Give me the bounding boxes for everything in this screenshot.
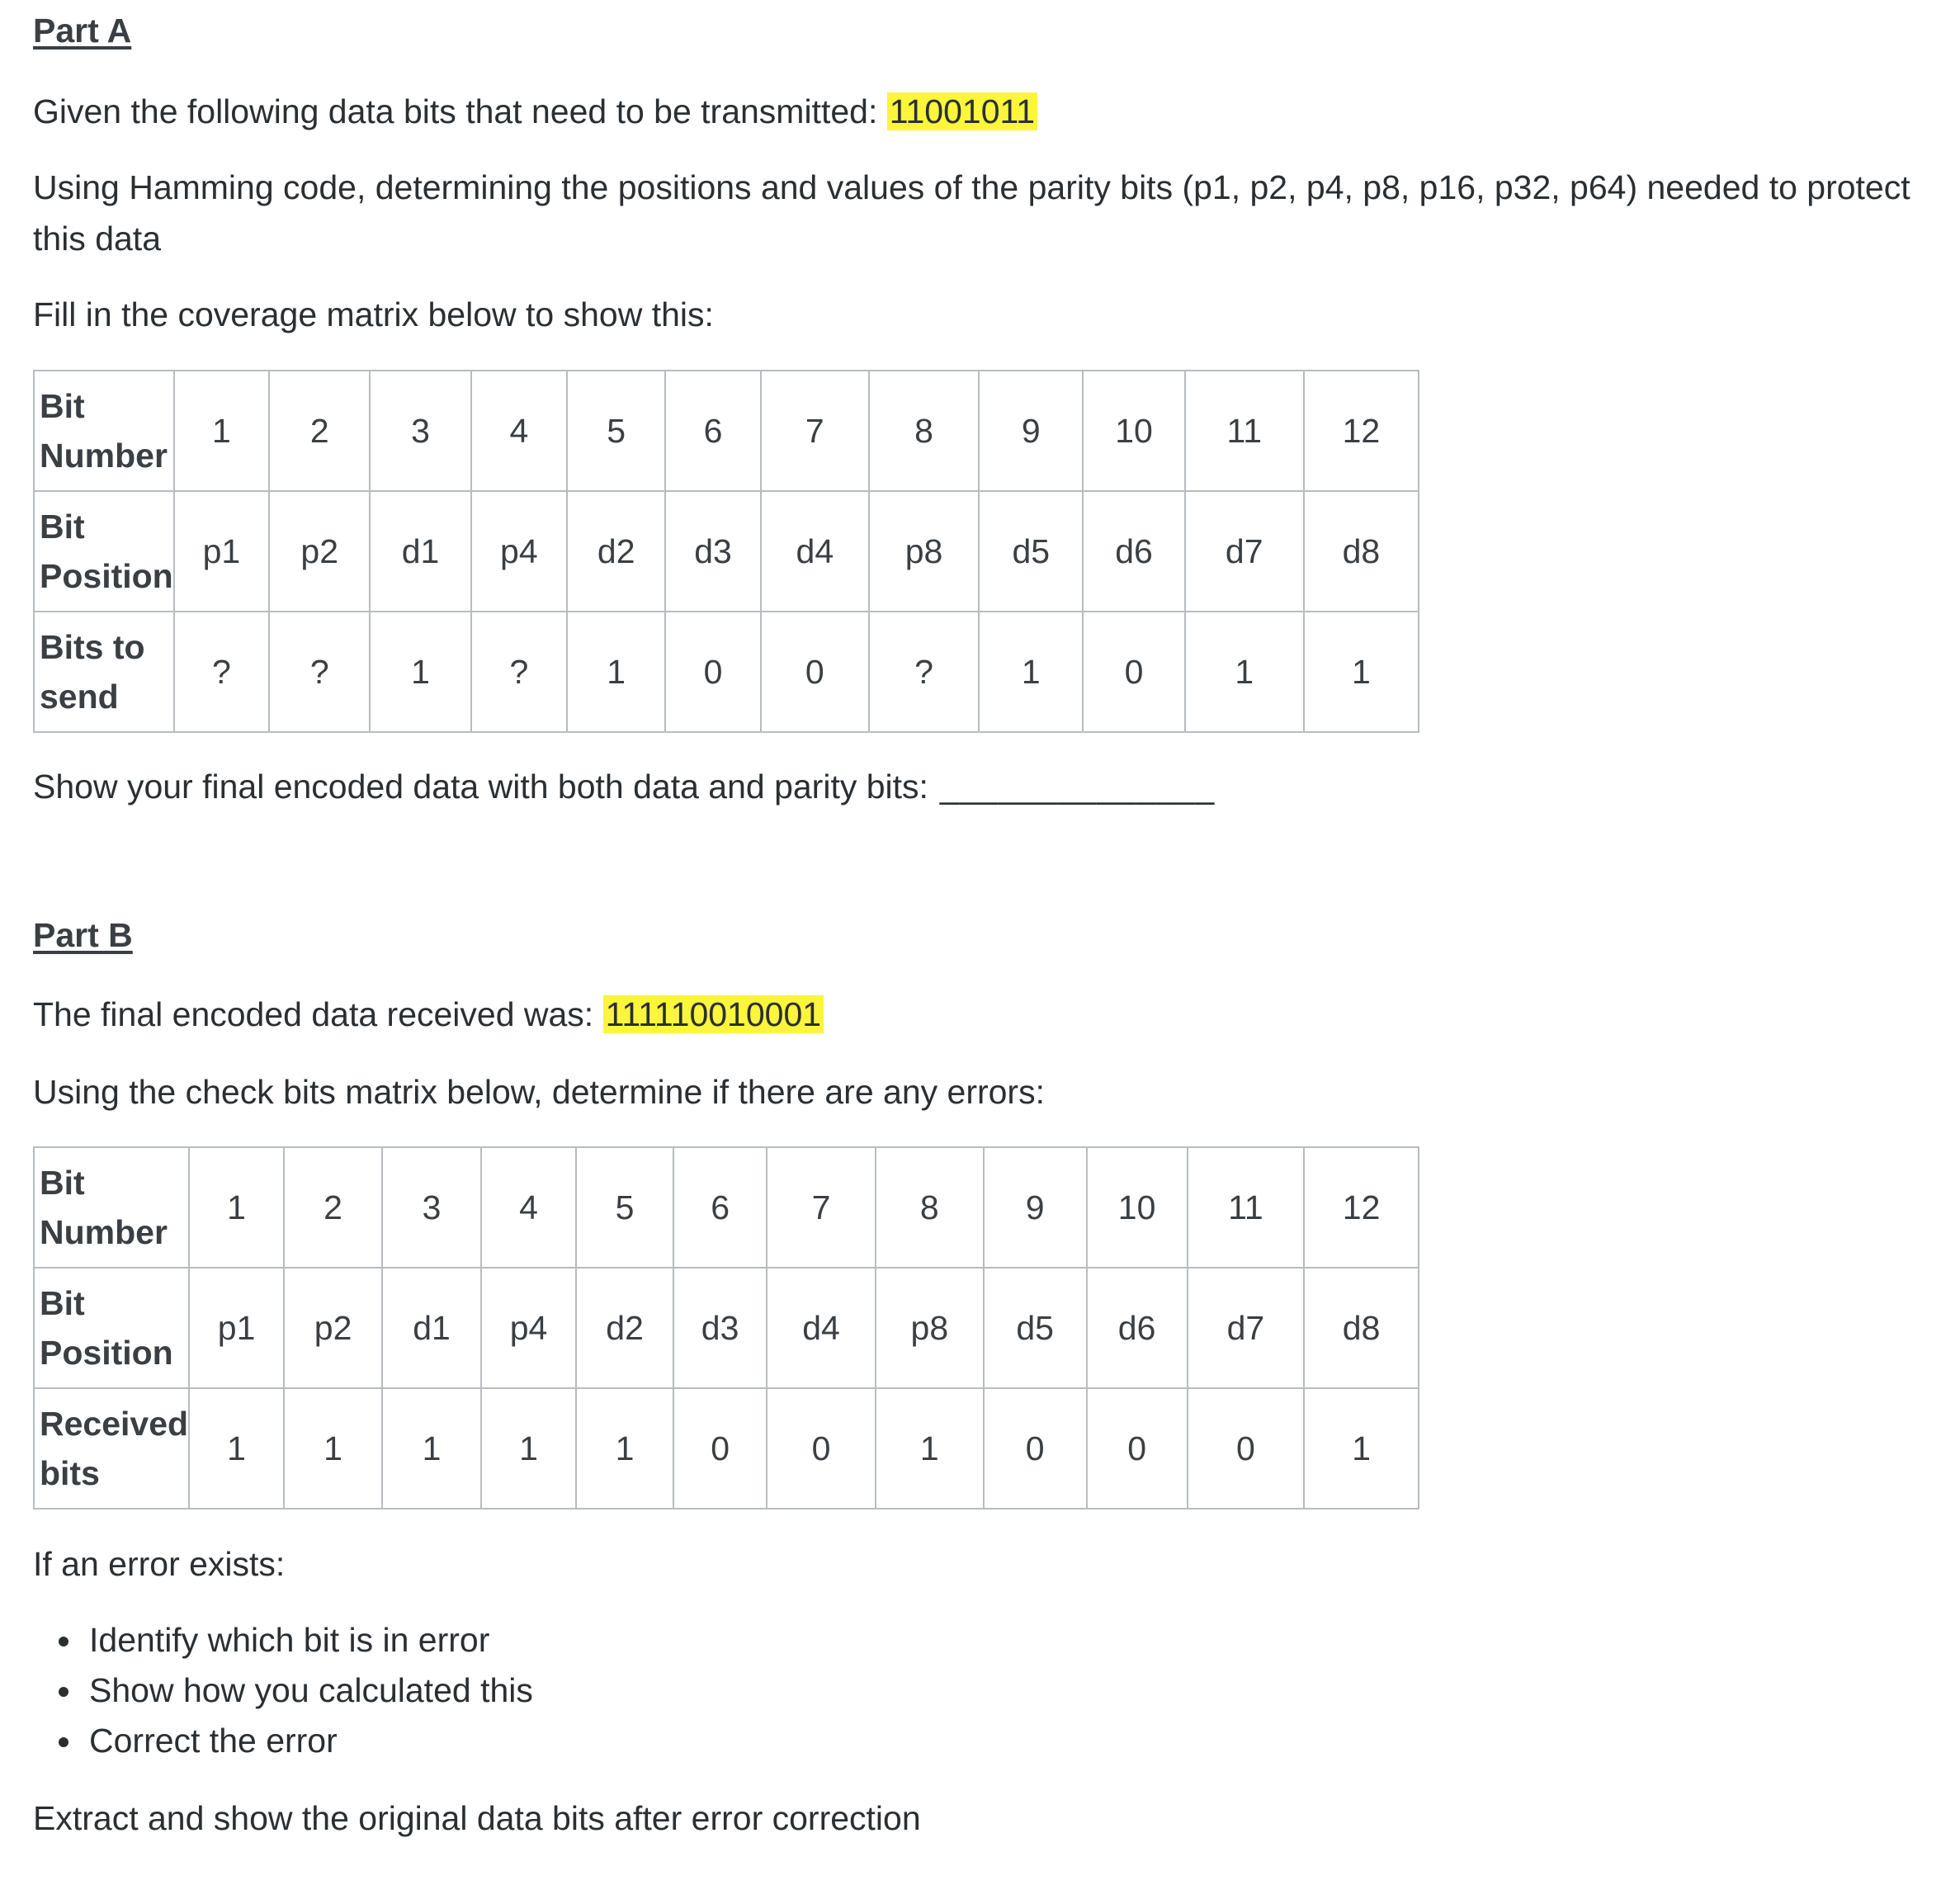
error-step-item: • Correct the error [84,1716,533,1766]
bit-position-cell: d1 [370,491,470,612]
answer-blank: ______________ [939,768,1216,806]
bit-to-send-cell: 0 [761,612,869,732]
bit-to-send-cell: ? [174,612,269,732]
part-b-received [33,989,824,1040]
bit-position-cell: d4 [767,1268,876,1388]
row-label-bit-position: Bit Position [34,491,174,612]
part-a-intro [33,86,1037,137]
row-label-bit-number: Bit Number [34,1147,189,1268]
bit-number-cell: 1 [174,371,269,491]
bit-position-cell: d3 [673,1268,767,1388]
row-label-bits-to-send: Bits to send [34,612,174,732]
received-bit-cell: 0 [673,1388,767,1509]
bit-position-cell: p1 [189,1268,284,1388]
bit-position-cell: d6 [1083,491,1184,612]
bit-number-cell: 6 [673,1147,767,1268]
bit-number-cell: 1 [189,1147,284,1268]
extract-prompt: Extract and show the original data bits after error correction [33,1799,921,1837]
bit-to-send-cell: 1 [370,612,470,732]
bit-number-cell: 3 [382,1147,481,1268]
bit-number-row [34,1147,1419,1268]
bit-number-cell: 2 [269,371,370,491]
error-intro: If an error exists: [33,1545,286,1583]
received-bits-row [34,1388,1419,1509]
received-bits-highlight: 111110010001 [603,995,824,1033]
bit-to-send-cell: 1 [979,612,1083,732]
bit-position-cell: p8 [876,1268,984,1388]
bit-number-cell: 11 [1185,371,1304,491]
bit-position-cell: d2 [567,491,665,612]
bit-position-row [34,491,1419,612]
bit-position-cell: p1 [174,491,269,612]
bit-position-cell: d2 [576,1268,673,1388]
bit-number-cell: 8 [869,371,979,491]
bit-position-cell: d8 [1304,491,1419,612]
final-encoded-prompt [33,761,1215,812]
bit-number-cell: 8 [876,1147,984,1268]
bit-position-cell: d5 [984,1268,1087,1388]
part-a-heading: Part A [33,12,132,50]
part-a-fill-prompt: Fill in the coverage matrix below to show this: [33,295,714,333]
received-bit-cell: 0 [767,1388,876,1509]
bit-position-cell: p4 [481,1268,576,1388]
bit-position-cell: d3 [665,491,760,612]
bit-to-send-cell: ? [269,612,370,732]
received-bit-cell: 1 [284,1388,382,1509]
bit-to-send-cell: ? [471,612,567,732]
bit-number-cell: 9 [984,1147,1087,1268]
bit-number-cell: 7 [767,1147,876,1268]
bit-number-cell: 5 [567,371,665,491]
part-a-instruction: Using Hamming code, determining the positions and values of the parity bits (p1, p2, p4, p8, p16, p32, p64) needed to protect this data [33,168,1910,257]
row-label-bit-number: Bit Number [34,371,174,491]
bit-to-send-cell: 1 [1185,612,1304,732]
bit-position-cell: d7 [1185,491,1304,612]
bit-to-send-cell: 1 [1304,612,1419,732]
error-step-item: • Show how you calculated this [84,1665,533,1716]
bit-number-cell: 4 [471,371,567,491]
row-label-bit-position: Bit Position [34,1268,189,1388]
bit-position-cell: p8 [869,491,979,612]
bit-position-cell: d6 [1087,1268,1188,1388]
bit-number-row [34,371,1419,491]
received-bit-cell: 1 [481,1388,576,1509]
received-bit-cell: 1 [876,1388,984,1509]
received-bit-cell: 1 [189,1388,284,1509]
received-bit-cell: 1 [576,1388,673,1509]
part-b-received-text: The final encoded data received was: [33,995,594,1033]
check-bits-matrix [33,1146,1419,1509]
bit-to-send-cell: ? [869,612,979,732]
error-step-item: • Identify which bit is in error [84,1615,533,1665]
coverage-matrix [33,370,1419,733]
bit-position-cell: p2 [269,491,370,612]
row-label-received-bits: Received bits [34,1388,189,1509]
bit-position-cell: d8 [1304,1268,1419,1388]
bit-position-cell: p4 [471,491,567,612]
received-bit-cell: 0 [1087,1388,1188,1509]
bit-number-cell: 5 [576,1147,673,1268]
part-b-heading: Part B [33,916,133,954]
received-bit-cell: 1 [1304,1388,1419,1509]
bit-number-cell: 12 [1304,1147,1419,1268]
final-encoded-prompt-text: Show your final encoded data with both data and parity bits: [33,768,928,806]
bit-position-cell: p2 [284,1268,382,1388]
bit-to-send-cell: 0 [665,612,760,732]
bit-to-send-cell: 0 [1083,612,1184,732]
part-a-intro-text: Given the following data bits that need to be transmitted: [33,92,878,130]
bits-to-send-row [34,612,1419,732]
bit-position-row [34,1268,1419,1388]
bit-number-cell: 6 [665,371,760,491]
bit-number-cell: 12 [1304,371,1419,491]
bit-number-cell: 3 [370,371,470,491]
bit-position-cell: d7 [1188,1268,1305,1388]
received-bit-cell: 0 [984,1388,1087,1509]
bit-number-cell: 10 [1083,371,1184,491]
bit-number-cell: 9 [979,371,1083,491]
bit-number-cell: 11 [1188,1147,1305,1268]
bit-number-cell: 7 [761,371,869,491]
received-bit-cell: 1 [382,1388,481,1509]
bit-number-cell: 10 [1087,1147,1188,1268]
data-bits-highlight: 11001011 [887,92,1037,130]
bit-to-send-cell: 1 [567,612,665,732]
bit-position-cell: d4 [761,491,869,612]
bit-number-cell: 2 [284,1147,382,1268]
error-steps-list [51,1615,533,1766]
received-bit-cell: 0 [1188,1388,1305,1509]
bit-position-cell: d5 [979,491,1083,612]
bit-number-cell: 4 [481,1147,576,1268]
part-b-check-prompt: Using the check bits matrix below, determine if there are any errors: [33,1073,1045,1111]
bit-position-cell: d1 [382,1268,481,1388]
